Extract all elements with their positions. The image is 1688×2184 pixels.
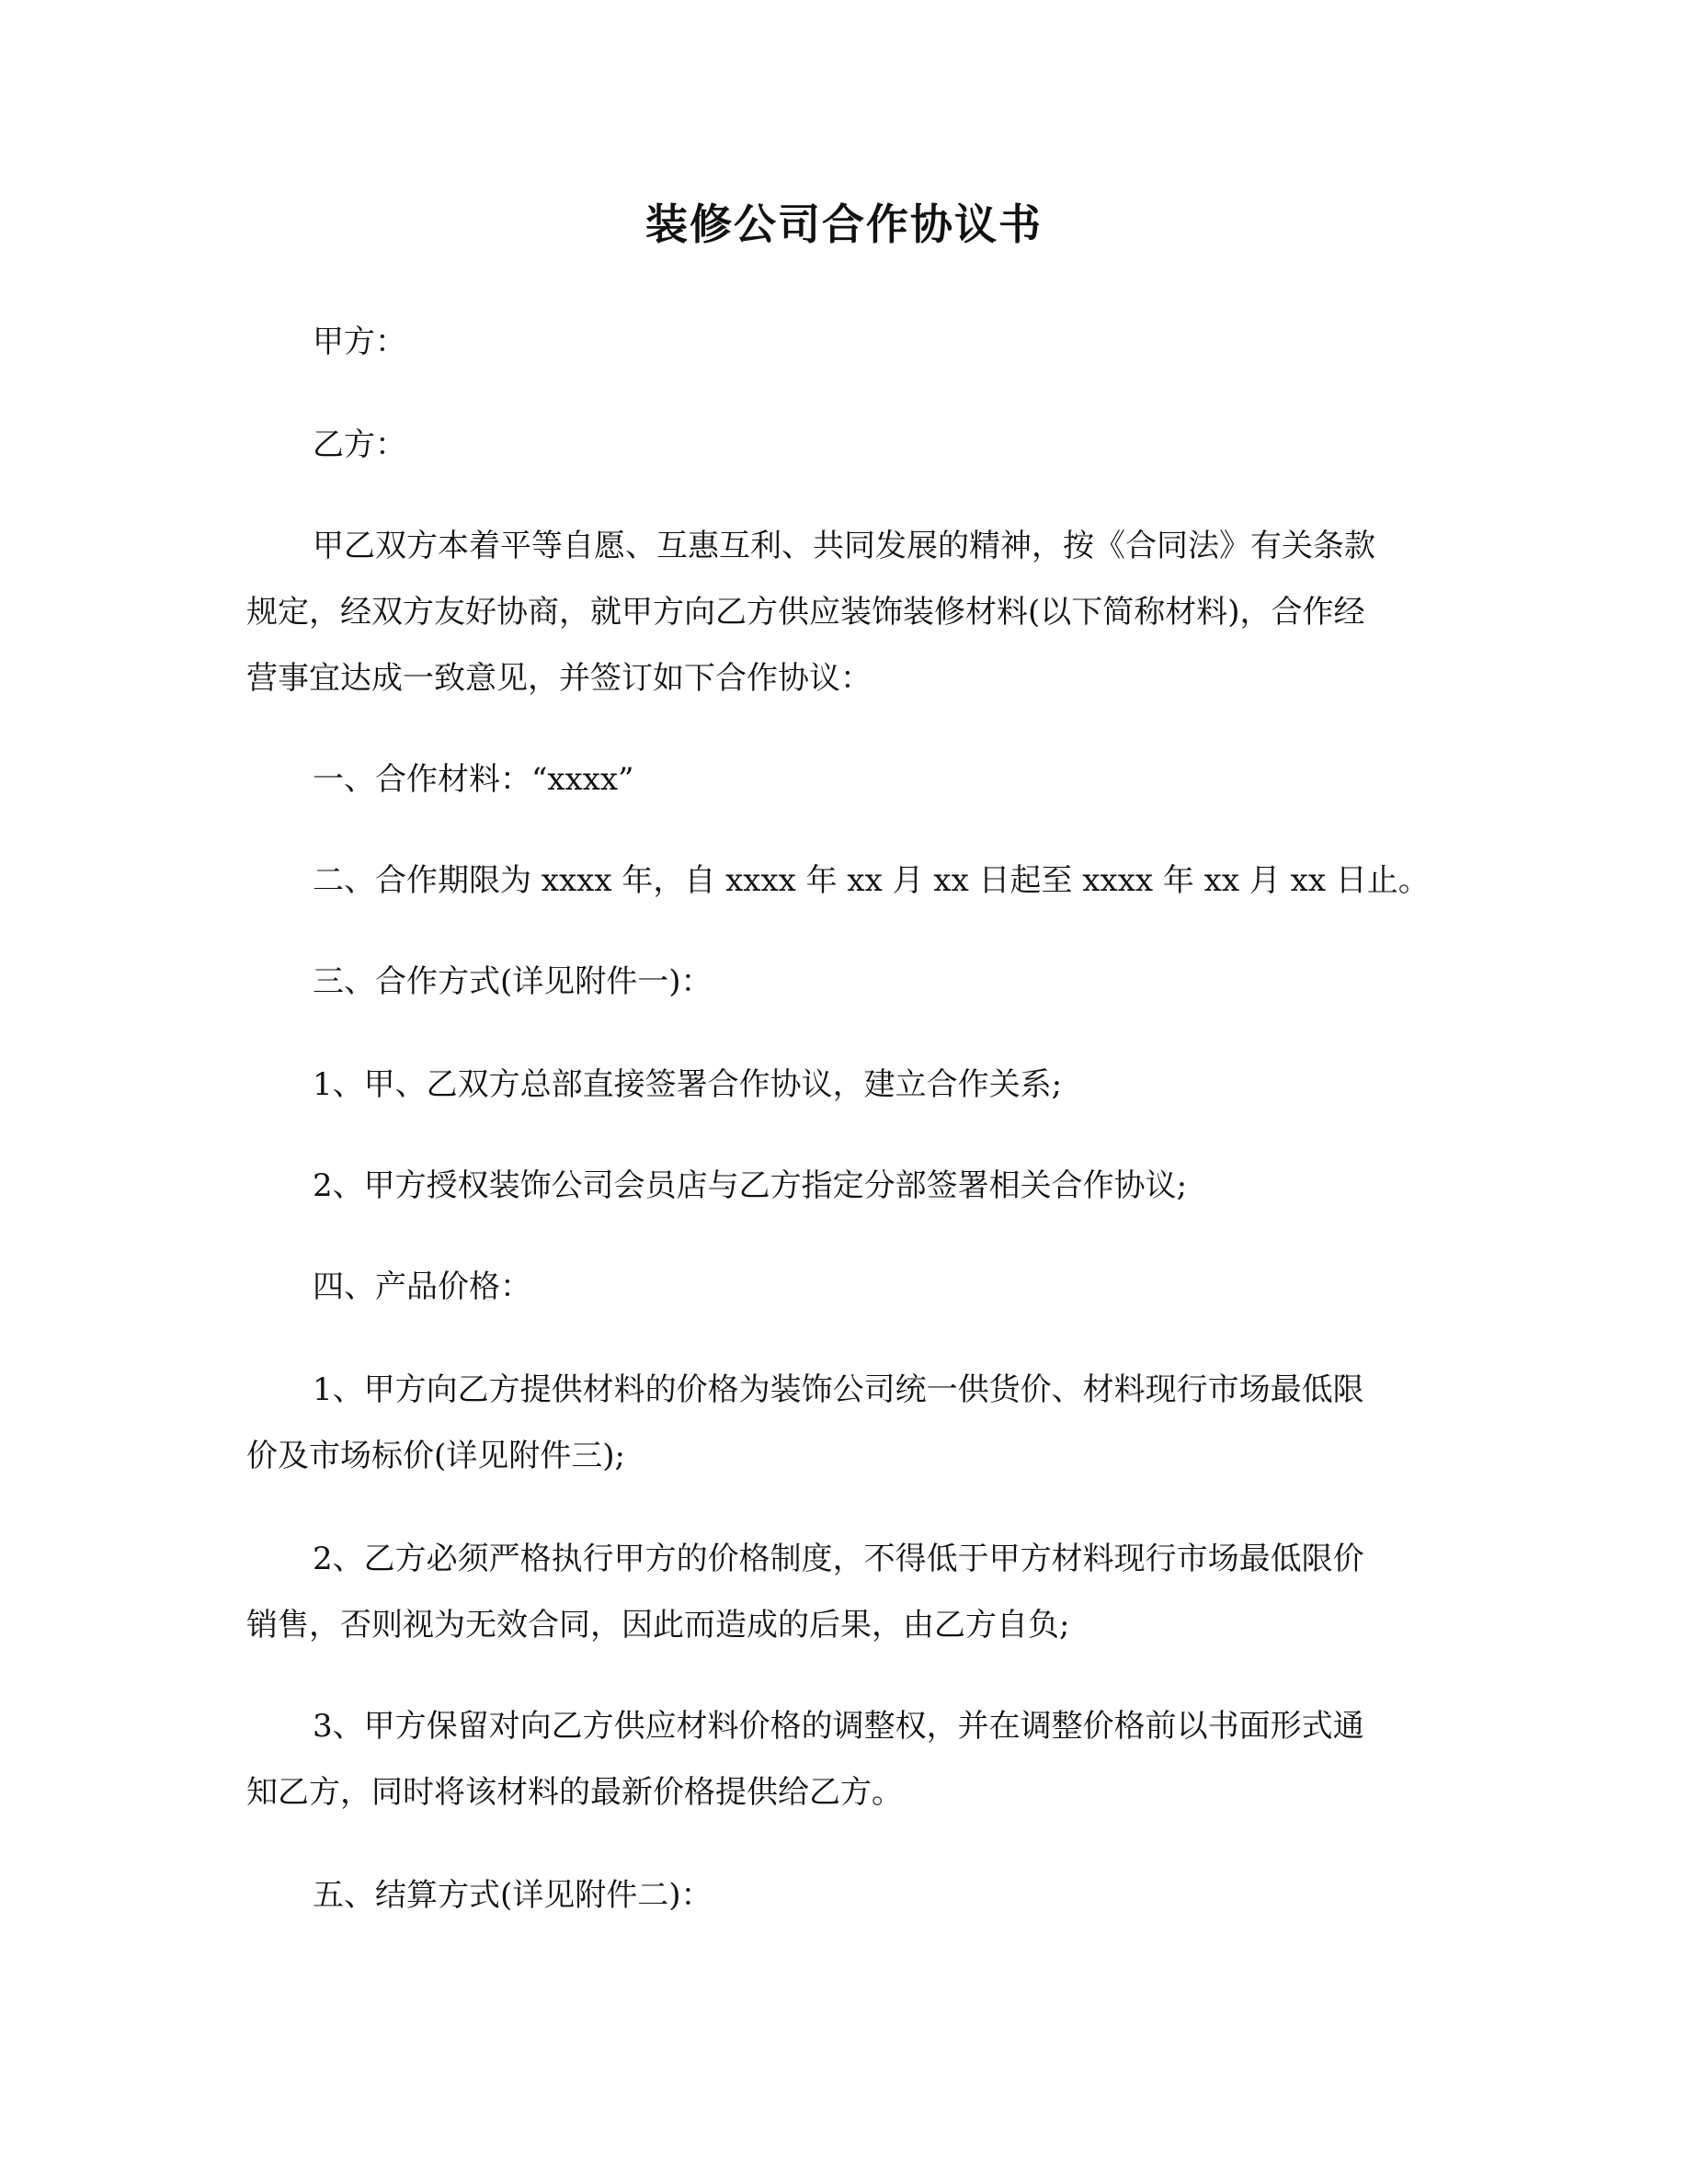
- party-a-label: 甲方：: [313, 324, 406, 360]
- section-3-item-1: 1、甲、乙双方总部直接签署合作协议，建立合作关系;: [313, 1066, 1063, 1103]
- preamble-line-3: 营事宜达成一致意见，并签订如下合作协议：: [246, 660, 872, 697]
- section-3-heading: 三、合作方式(详见附件一)：: [313, 963, 713, 1000]
- section-4-item-3-line-2: 知乙方，同时将该材料的最新价格提供给乙方。: [246, 1774, 903, 1811]
- section-4-item-2-line-2: 销售，否则视为无效合同，因此而造成的后果，由乙方自负;: [246, 1607, 1070, 1644]
- section-4-item-1-line-2: 价及市场标价(详见附件三);: [246, 1438, 625, 1474]
- section-2-cooperation-term: 二、合作期限为 xxxx 年，自 xxxx 年 xx 月 xx 日起至 xxxx 年 xx 月 xx 日止。: [313, 862, 1430, 899]
- section-4-item-3-line-1: 3、甲方保留对向乙方供应材料价格的调整权，并在调整价格前以书面形式通: [313, 1708, 1364, 1745]
- party-b-label: 乙方：: [313, 427, 406, 463]
- section-4-item-1-line-1: 1、甲方向乙方提供材料的价格为装饰公司统一供货价、材料现行市场最低限: [313, 1371, 1364, 1408]
- section-4-item-2-line-1: 2、乙方必须严格执行甲方的价格制度，不得低于甲方材料现行市场最低限价: [313, 1541, 1364, 1577]
- section-1-cooperation-material: 一、合作材料：“xxxx”: [313, 761, 634, 798]
- section-4-heading: 四、产品价格：: [313, 1268, 531, 1305]
- preamble-line-2: 规定，经双方友好协商，就甲方向乙方供应装饰装修材料(以下简称材料)，合作经: [246, 594, 1365, 631]
- document-title: 装修公司合作协议书: [645, 199, 1043, 249]
- section-5-heading: 五、结算方式(详见附件二)：: [313, 1877, 713, 1914]
- preamble-line-1: 甲乙双方本着平等自愿、互惠互利、共同发展的精神，按《合同法》有关条款: [313, 528, 1375, 564]
- section-3-item-2: 2、甲方授权装饰公司会员店与乙方指定分部签署相关合作协议;: [313, 1167, 1188, 1204]
